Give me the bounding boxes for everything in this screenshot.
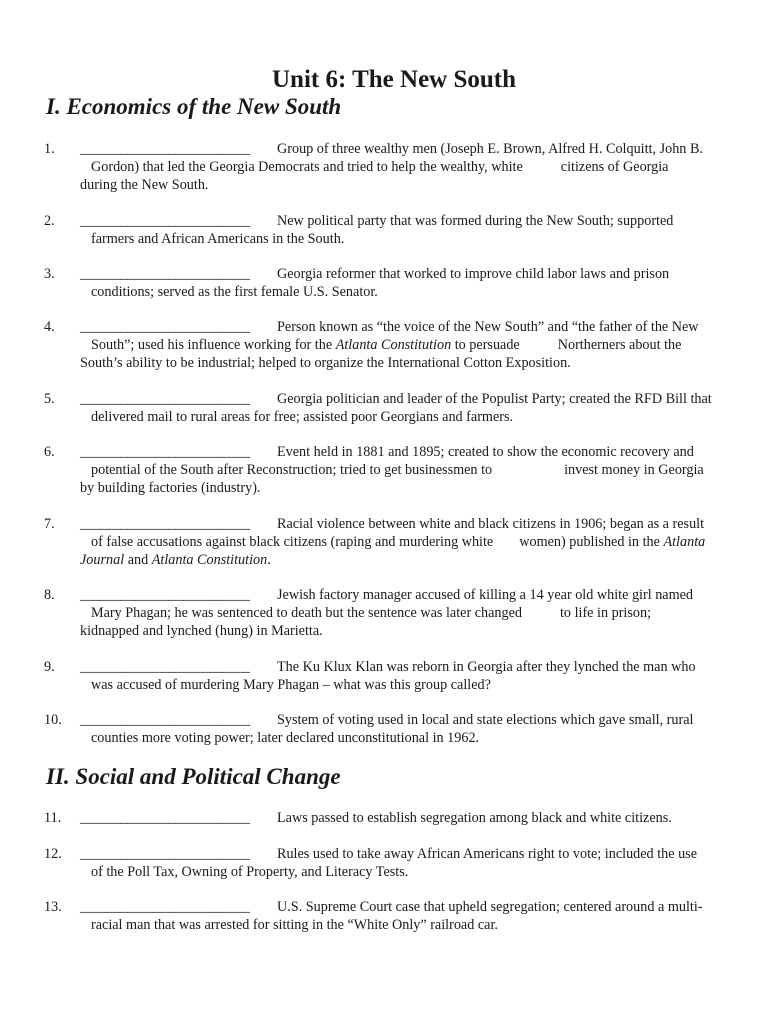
question-text-continued: during the New South. xyxy=(80,177,209,193)
question-text: Georgia politician and leader of the Populist Party; created the RFD Bill that xyxy=(277,391,712,407)
question-number: 2. xyxy=(44,213,55,229)
question-number: 3. xyxy=(44,266,55,282)
section-heading-social-political: II. Social and Political Change xyxy=(46,764,341,789)
question-number: 12. xyxy=(44,846,62,862)
question-text: Jewish factory manager accused of killing a 14 year old white girl named xyxy=(277,587,694,603)
answer-blank[interactable]: _________________________ xyxy=(80,141,250,157)
question-text-continued: kidnapped and lynched (hung) in Marietta. xyxy=(80,623,323,639)
question-text-continued: of the Poll Tax, Owning of Property, and Literacy Tests. xyxy=(91,864,409,880)
question-text: Group of three wealthy men (Joseph E. Brown, Alfred H. Colquitt, John B. xyxy=(277,141,703,157)
question-number: 13. xyxy=(44,899,62,915)
answer-blank[interactable]: _________________________ xyxy=(80,319,250,335)
question-text-continued: of false accusations against black citizens (raping and murdering white women) published in the Atlanta xyxy=(91,534,706,550)
answer-blank[interactable]: _________________________ xyxy=(80,516,250,532)
question-text-continued: Gordon) that led the Georgia Democrats and tried to help the wealthy, white citizens of Georgia xyxy=(91,159,669,175)
answer-blank[interactable]: _________________________ xyxy=(80,712,250,728)
question-number: 4. xyxy=(44,319,55,335)
page-title: Unit 6: The New South xyxy=(271,66,517,93)
question-number: 1. xyxy=(44,141,55,157)
question-text-continued: potential of the South after Reconstruction; tried to get businessmen to invest money in Georgia xyxy=(91,462,704,478)
question-text: U.S. Supreme Court case that upheld segregation; centered around a multi- xyxy=(277,899,703,915)
answer-blank[interactable]: _________________________ xyxy=(80,899,250,915)
question-text: New political party that was formed during the New South; supported xyxy=(277,213,674,229)
answer-blank[interactable]: _________________________ xyxy=(80,391,250,407)
question-text-continued: South’s ability to be industrial; helped to organize the International Cotton Exposition. xyxy=(80,355,571,371)
question-text: The Ku Klux Klan was reborn in Georgia after they lynched the man who xyxy=(277,659,696,675)
answer-blank[interactable]: _________________________ xyxy=(80,810,250,826)
question-text-continued: Journal and Atlanta Constitution. xyxy=(80,552,271,568)
question-text-continued: Mary Phagan; he was sentenced to death but the sentence was later changed to life in prison; xyxy=(91,605,652,621)
question-text: System of voting used in local and state elections which gave small, rural xyxy=(277,712,694,728)
answer-blank[interactable]: _________________________ xyxy=(80,659,250,675)
answer-blank[interactable]: _________________________ xyxy=(80,846,250,862)
question-text: Georgia reformer that worked to improve child labor laws and prison xyxy=(277,266,670,282)
answer-blank[interactable]: _________________________ xyxy=(80,266,250,282)
question-text-continued: delivered mail to rural areas for free; assisted poor Georgians and farmers. xyxy=(91,409,514,425)
question-number: 5. xyxy=(44,391,55,407)
question-text-continued: counties more voting power; later declared unconstitutional in 1962. xyxy=(91,730,480,746)
question-text-continued: racial man that was arrested for sitting in the “White Only” railroad car. xyxy=(91,917,498,933)
question-number: 7. xyxy=(44,516,55,532)
section-heading-economics: I. Economics of the New South xyxy=(46,94,342,119)
question-number: 9. xyxy=(44,659,55,675)
question-text-continued: conditions; served as the first female U.S. Senator. xyxy=(91,284,378,300)
question-text: Racial violence between white and black citizens in 1906; began as a result xyxy=(277,516,705,532)
question-text: Laws passed to establish segregation among black and white citizens. xyxy=(277,810,672,826)
answer-blank[interactable]: _________________________ xyxy=(80,587,250,603)
question-text-continued: by building factories (industry). xyxy=(80,480,261,496)
question-number: 11. xyxy=(44,810,62,826)
question-number: 6. xyxy=(44,444,55,460)
question-number: 8. xyxy=(44,587,55,603)
answer-blank[interactable]: _________________________ xyxy=(80,213,250,229)
question-number: 10. xyxy=(44,712,62,728)
question-text-continued: was accused of murdering Mary Phagan – what was this group called? xyxy=(91,677,491,693)
question-text: Event held in 1881 and 1895; created to show the economic recovery and xyxy=(277,444,694,460)
question-text-continued: South”; used his influence working for the Atlanta Constitution to persuade Northerners about the xyxy=(91,337,682,353)
question-text-continued: farmers and African Americans in the South. xyxy=(91,231,345,247)
question-text: Person known as “the voice of the New South” and “the father of the New xyxy=(277,319,699,335)
question-text: Rules used to take away African Americans right to vote; included the use xyxy=(277,846,697,862)
answer-blank[interactable]: _________________________ xyxy=(80,444,250,460)
